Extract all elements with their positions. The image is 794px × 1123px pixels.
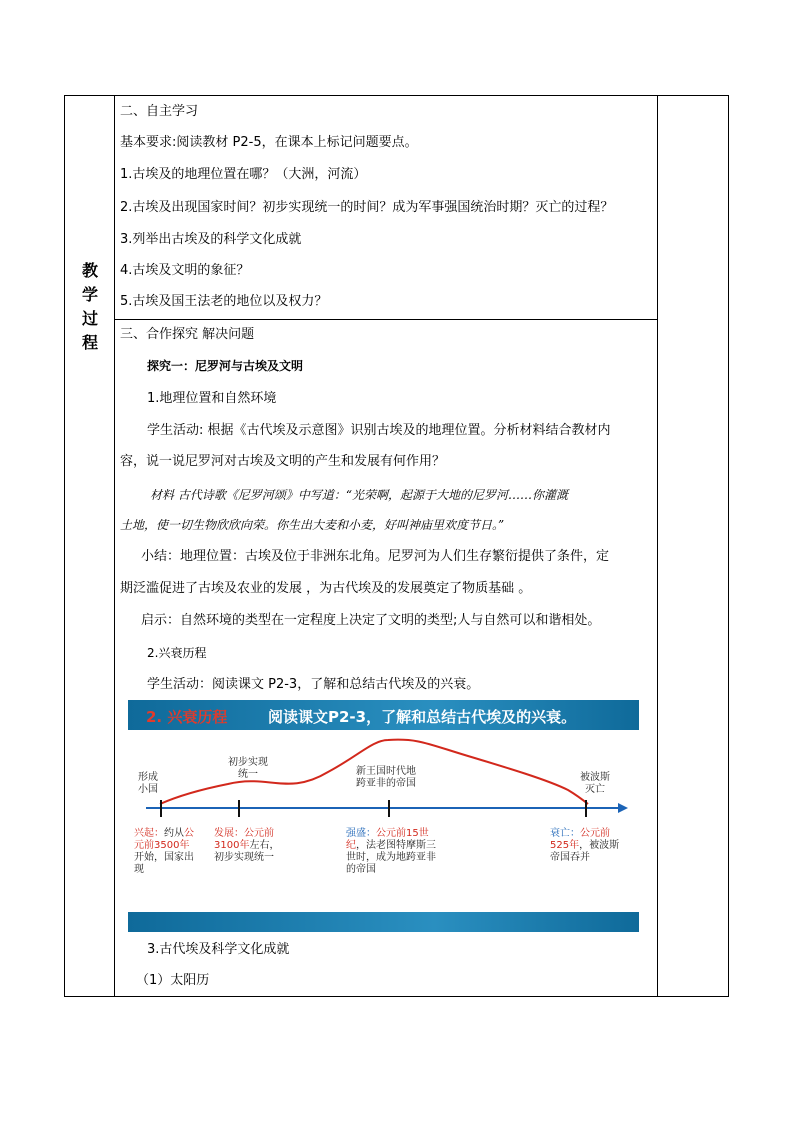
stage-develop: 发展：公元前3100年左右，初步实现统一 — [214, 828, 280, 863]
label-end: 被波斯 灭亡 — [580, 772, 610, 795]
stage-strong: 强盛：公元前15世纪，法老图特摩斯三世时，成为地跨亚非的帝国 — [346, 828, 436, 875]
achievement-item-1: （1）太阳历 — [136, 973, 210, 988]
stage-rise: 兴起：约从公元前3500年开始，国家出现 — [134, 828, 194, 875]
question-5: 5.古埃及国王法老的地位以及权力？ — [120, 294, 328, 309]
stage-decline: 衰亡：公元前525年，被波斯帝国吞并 — [550, 828, 620, 863]
rise-and-fall-diagram — [128, 700, 639, 932]
diagram-subtitle: 阅读课文P2-3，了解和总结古代埃及的兴衰。 — [268, 708, 577, 726]
activity-2: 学生活动：阅读课文 P2-3，了解和总结古代埃及的兴衰。 — [147, 677, 480, 692]
label-peak: 新王国时代地 跨亚非的帝国 — [356, 766, 416, 789]
timeline-arrowhead — [618, 803, 628, 813]
section3-heading: 三、合作探究 解决问题 — [120, 327, 255, 342]
section2-requirement: 基本要求:阅读教材 P2-5，在课本上标记问题要点。 — [120, 135, 418, 150]
diagram-bottom-bar — [128, 912, 639, 932]
question-4: 4.古埃及文明的象征？ — [120, 263, 250, 278]
material-line-1: 材料 古代诗歌《尼罗河颂》中写道：“光荣啊，起源于大地的尼罗河……你灌溉 — [150, 488, 568, 502]
label-start: 形成 小国 — [138, 772, 158, 795]
timeline-svg — [128, 700, 639, 932]
inspiration: 启示：自然环境的类型在一定程度上决定了文明的类型;人与自然可以和谐相处。 — [141, 613, 601, 628]
column-divider — [657, 96, 658, 996]
column-divider — [114, 96, 115, 996]
question-2: 2.古埃及出现国家时间？初步实现统一的时间？成为军事强国统治时期？灭亡的过程？ — [120, 200, 614, 215]
label-unify: 初步实现 统一 — [228, 757, 268, 780]
subheading-3: 3.古代埃及科学文化成就 — [147, 942, 290, 957]
teaching-process-label: 教 学 过 程 — [81, 261, 98, 352]
summary-line-2: 期泛滥促进了古埃及农业的发展 ，为古代埃及的发展奠定了物质基础 。 — [120, 581, 532, 596]
material-line-2: 土地，使一切生物欣欣向荣。你生出大麦和小麦，好叫神庙里欢度节日。” — [120, 518, 505, 532]
subheading-2: 2.兴衰历程 — [147, 646, 207, 660]
question-3: 3.列举出古埃及的科学文化成就 — [120, 232, 302, 247]
question-1: 1.古埃及的地理位置在哪？（大洲，河流） — [120, 167, 367, 182]
activity-1-line-1: 学生活动: 根据《古代埃及示意图》识别古埃及的地理位置。分析材料结合教材内 — [147, 423, 611, 438]
row-divider — [114, 319, 657, 320]
section2-heading: 二、自主学习 — [120, 104, 199, 119]
activity-1-line-2: 容，说一说尼罗河对古埃及文明的产生和发展有何作用？ — [120, 454, 446, 469]
subheading-1: 1.地理位置和自然环境 — [147, 391, 277, 406]
summary-line-1: 小结：地理位置：古埃及位于非洲东北角。尼罗河为人们生存繁衍提供了条件，定 — [141, 549, 610, 564]
explore-1-title: 探究一：尼罗河与古埃及文明 — [147, 359, 304, 373]
diagram-title: 2. 兴衰历程 — [146, 708, 228, 726]
